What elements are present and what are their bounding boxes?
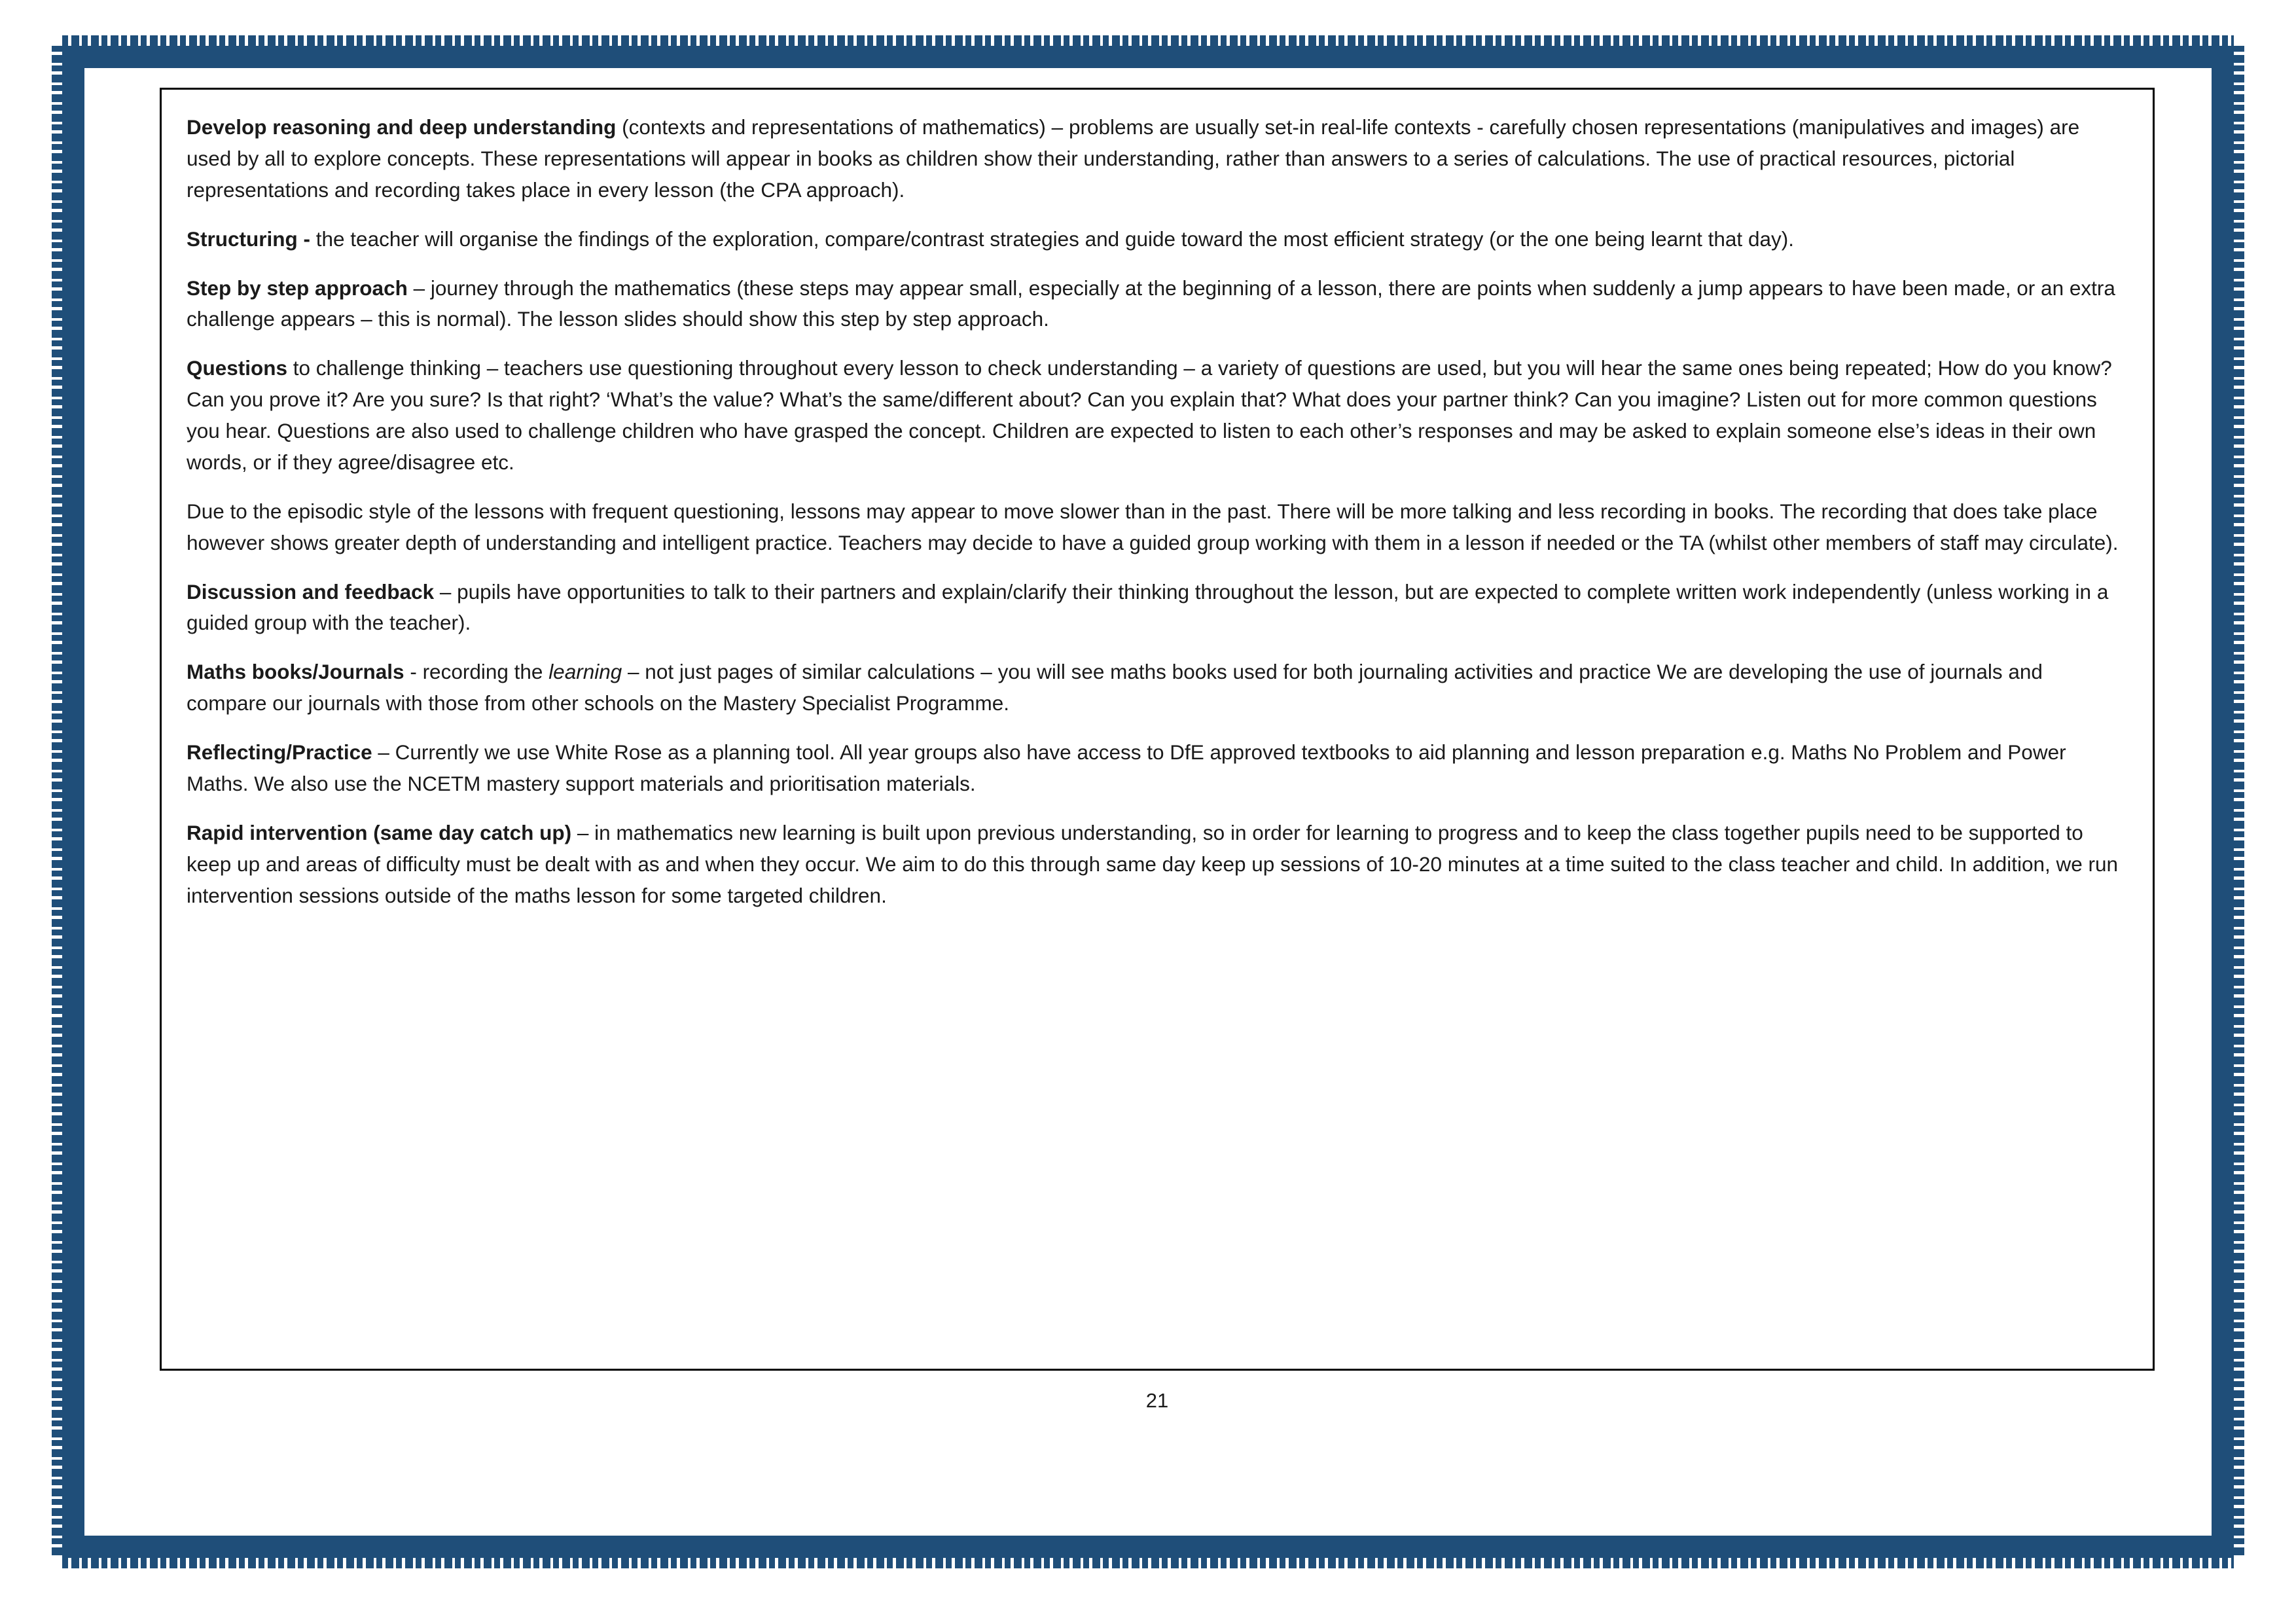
paragraph-lead: Rapid intervention (same day catch up) xyxy=(187,820,572,844)
decorative-page-border xyxy=(62,46,2234,1558)
paragraph-text: – pupils have opportunities to talk to their partners and explain/clarify their thinking throughout the lesson, but are expected to complete written work independently (unless working in a guided group with the teacher). xyxy=(187,579,2109,635)
paragraph-text: - recording the xyxy=(404,660,549,684)
paragraph-lead: Discussion and feedback xyxy=(187,579,435,604)
paragraph-text: – journey through the mathematics (these steps may appear small, especially at the beginning of a lesson, there are points when suddenly a jump appears to have been made, or an extra challenge appears – this is normal). The lesson slides should show this step by step approach. xyxy=(187,276,2115,331)
ragged-edge-bottom xyxy=(62,1558,2234,1568)
paragraph-lead: Develop reasoning and deep understanding xyxy=(187,115,617,139)
paragraph xyxy=(187,273,2126,336)
paragraph-lead: Questions xyxy=(187,356,288,380)
paragraph-text: Due to the episodic style of the lessons with frequent questioning, lessons may appear to move slower than in the past. There will be more talking and less recording in books. The recording that does take place however shows greater depth of understanding and intelligent practice. Teachers may decide to have a guided group working with them in a lesson if needed or the TA (whilst other members of staff may circulate). xyxy=(187,499,2119,554)
ragged-edge-top xyxy=(62,35,2234,46)
paragraph-text: (contexts and representations of mathematics) – problems are usually set-in real-life contexts - carefully chosen representations (manipulatives and images) are used by all to explore concepts. These representations will appear in books as children show their understanding, rather than answers to a series of calculations. The use of practical resources, pictorial representations and recording takes place in every lesson (the CPA approach). xyxy=(187,115,2080,202)
document-text-box xyxy=(160,88,2155,1371)
paragraph-text-continued: – not just pages of similar calculations – you will see maths books used for both journaling activities and practice We are developing the use of journals and compare our journals with those from other schools on the Mastery Specialist Programme. xyxy=(187,660,2043,715)
paragraph-lead: Reflecting/Practice xyxy=(187,740,372,764)
paragraph xyxy=(187,224,2126,255)
paragraph xyxy=(187,577,2126,640)
paragraph-text: – Currently we use White Rose as a planning tool. All year groups also have access to DfE approved textbooks to aid planning and lesson preparation e.g. Maths No Problem and Power Maths. We also use the NCETM mastery support materials and prioritisation materials. xyxy=(187,740,2066,795)
paragraph xyxy=(187,112,2126,206)
document-body xyxy=(187,112,2126,911)
paragraph-lead: Step by step approach xyxy=(187,276,408,300)
paragraph xyxy=(187,353,2126,478)
paragraph-text: the teacher will organise the findings of the exploration, compare/contrast strategies and guide toward the most efficient strategy (or the one being learnt that day). xyxy=(310,226,1794,251)
paragraph-text: – in mathematics new learning is built upon previous understanding, so in order for learning to progress and to keep the class together pupils need to be supported to keep up and areas of difficulty must be dealt with as and when they occur. We aim to do this through same day keep up sessions of 10-20 minutes at a time suited to the class teacher and child. In addition, we run intervention sessions outside of the maths lesson for some targeted children. xyxy=(187,820,2119,907)
paragraph xyxy=(187,818,2126,912)
paragraph-italic-term: learning xyxy=(548,660,622,684)
paragraph xyxy=(187,496,2126,559)
ragged-edge-left xyxy=(52,46,62,1558)
paragraph xyxy=(187,737,2126,800)
paragraph-lead: Structuring - xyxy=(187,226,310,251)
paragraph-lead: Maths books/Journals xyxy=(187,660,404,684)
ragged-edge-right xyxy=(2234,46,2244,1558)
paragraph-text: to challenge thinking – teachers use questioning throughout every lesson to check understanding – a variety of questions are used, but you will hear the same ones being repeated; How do you know? Can you prove it? Are you sure? Is that right? ‘What’s the value? What’s the same/different about? Can you explain that? What does your partner think? Can you imagine? Listen out for more common questions you hear. Questions are also used to challenge children who have grasped the concept. Children are expected to listen to each other’s responses and may be asked to explain someone else’s ideas in their own words, or if they agree/disagree etc. xyxy=(187,356,2112,474)
page-number: 21 xyxy=(1145,1389,1169,1412)
paragraph xyxy=(187,657,2126,719)
